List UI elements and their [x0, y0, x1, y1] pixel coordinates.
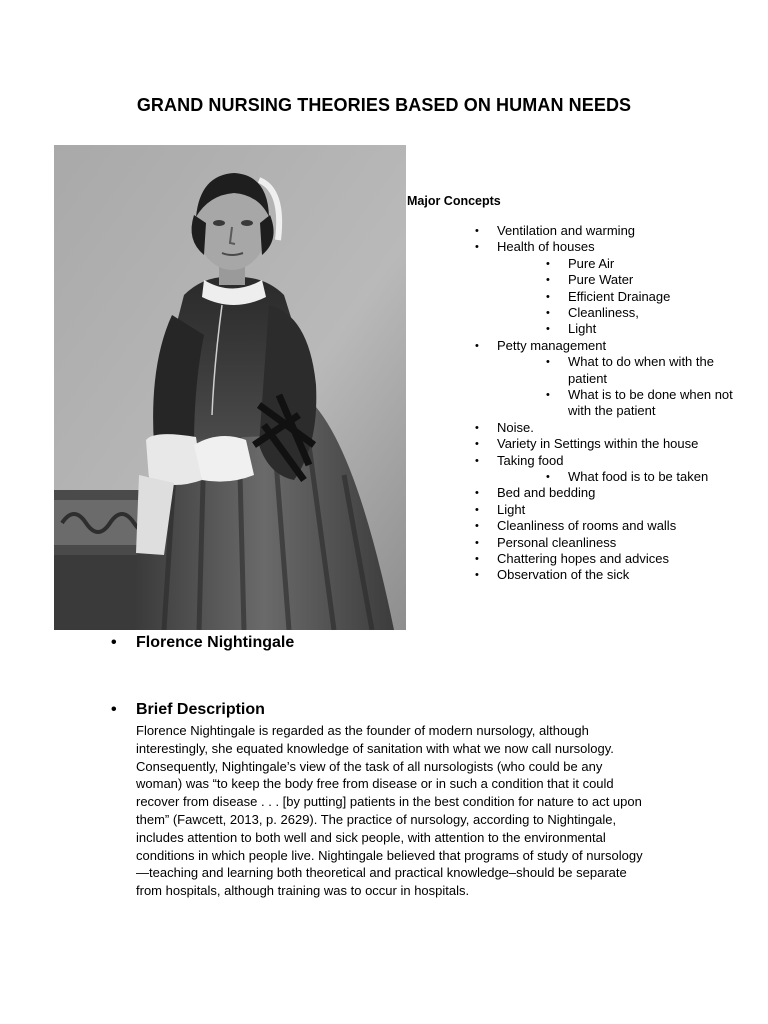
- concept-item-label: Petty management: [497, 337, 607, 353]
- bullet-glyph: •: [475, 553, 479, 565]
- concept-item-label: Light: [497, 501, 526, 517]
- concept-item-label: What is to be done when not: [568, 387, 733, 402]
- brief-description-item: [111, 701, 265, 719]
- major-concepts-heading: Major Concepts: [407, 194, 501, 208]
- bullet-glyph: •: [546, 389, 550, 401]
- description-line: Consequently, Nightingale’s view of the task of all nursologists (who could be any: [136, 758, 603, 774]
- portrait-photo: [54, 145, 406, 630]
- concept-item: [546, 255, 615, 272]
- description-line: includes attention to both well and sick people, with attention to the environmental: [136, 829, 606, 845]
- description-line: —teaching and learning both theoretical and practical knowledge–should be separate: [136, 865, 627, 881]
- bullet-glyph: •: [475, 520, 479, 533]
- concept-item-label: patient: [568, 370, 608, 386]
- concept-item: [475, 239, 595, 255]
- concept-item: [546, 288, 671, 305]
- concept-item: [475, 501, 526, 518]
- concept-item: [475, 337, 607, 354]
- concept-item-label: Personal cleanliness: [497, 534, 617, 550]
- concept-item-label: Cleanliness,: [568, 305, 639, 320]
- bullet-glyph: •: [475, 339, 479, 352]
- concept-item-label: Cleanliness of rooms and walls: [497, 518, 677, 534]
- concept-item: [546, 272, 634, 288]
- brief-description-heading: Brief Description: [136, 701, 265, 718]
- concept-item-label: Noise.: [497, 419, 534, 435]
- bullet-glyph: •: [475, 438, 479, 451]
- concept-item-label: Chattering hopes and advices: [497, 551, 670, 566]
- concept-item: [546, 354, 714, 370]
- concept-item-label: Health of houses: [497, 239, 595, 255]
- description-line: woman) was “to keep the body free from disease or in such a condition that it could: [136, 776, 614, 792]
- concept-item-label: Ventilation and warming: [497, 223, 636, 238]
- concept-item-label: Efficient Drainage: [568, 288, 671, 304]
- concept-item: [546, 321, 597, 337]
- bullet-glyph: •: [111, 634, 117, 651]
- concept-item-label: Observation of the sick: [497, 567, 630, 583]
- concept-item: [546, 305, 639, 321]
- concept-item-label: Pure Air: [568, 255, 615, 271]
- concept-item: [475, 567, 630, 583]
- concept-item: [475, 534, 617, 551]
- concept-item-continuation: [568, 371, 607, 387]
- description-line: Florence Nightingale is regarded as the founder of modern nursology, although: [136, 723, 589, 738]
- bullet-glyph: •: [475, 536, 479, 549]
- concept-item-label: What to do when with the: [568, 354, 714, 370]
- page-title: GRAND NURSING THEORIES BASED ON HUMAN NEEDS: [136, 95, 632, 115]
- concept-item-label: Pure Water: [568, 272, 634, 288]
- description-line: recover from disease . . . [by putting] patients in the best condition for nature to act upon: [136, 794, 642, 810]
- bullet-glyph: •: [475, 487, 479, 500]
- description-line: them” (Fawcett, 2013, p. 2629). The practice of nursology, according to Nightingale,: [136, 811, 617, 827]
- concept-item: [546, 469, 709, 485]
- bullet-glyph: •: [546, 274, 550, 287]
- brief-description-text: [136, 722, 696, 900]
- concept-item: [475, 551, 670, 567]
- description-line: from hospitals, although training was to occur in hospitals.: [136, 883, 470, 899]
- concept-item: [475, 518, 677, 534]
- concept-item-continuation: [568, 403, 655, 419]
- bullet-glyph: •: [546, 356, 550, 369]
- concept-item: [475, 419, 534, 436]
- bullet-glyph: •: [475, 241, 479, 254]
- subject-name-item: [111, 634, 294, 652]
- concept-item: [475, 436, 699, 452]
- bullet-glyph: •: [111, 701, 117, 718]
- bullet-glyph: •: [475, 225, 479, 237]
- concept-item: [475, 485, 596, 501]
- bullet-glyph: •: [546, 257, 550, 270]
- bullet-glyph: •: [475, 454, 479, 467]
- concept-item-label: Variety in Settings within the house: [497, 436, 699, 452]
- bullet-glyph: •: [546, 290, 550, 303]
- concept-item-label: Taking food: [497, 452, 564, 468]
- concept-item: [546, 387, 733, 403]
- concept-item: [475, 223, 636, 239]
- bullet-glyph: •: [475, 569, 479, 582]
- bullet-glyph: •: [546, 323, 550, 336]
- concept-item-label: Bed and bedding: [497, 485, 596, 501]
- concept-item: [475, 452, 564, 469]
- description-line: interestingly, she equated knowledge of sanitation with what we now call nursology.: [136, 740, 614, 756]
- bullet-glyph: •: [546, 471, 550, 483]
- concept-item-label: with the patient: [568, 403, 656, 419]
- concept-item-label: What food is to be taken: [568, 469, 709, 484]
- bullet-glyph: •: [475, 503, 479, 516]
- concept-item-label: Light: [568, 321, 597, 337]
- description-line: conditions in which people live. Nightingale believed that programs of study of nursology: [136, 847, 643, 863]
- bullet-glyph: •: [546, 307, 550, 319]
- subject-name: Florence Nightingale: [136, 634, 295, 651]
- bullet-glyph: •: [475, 421, 479, 434]
